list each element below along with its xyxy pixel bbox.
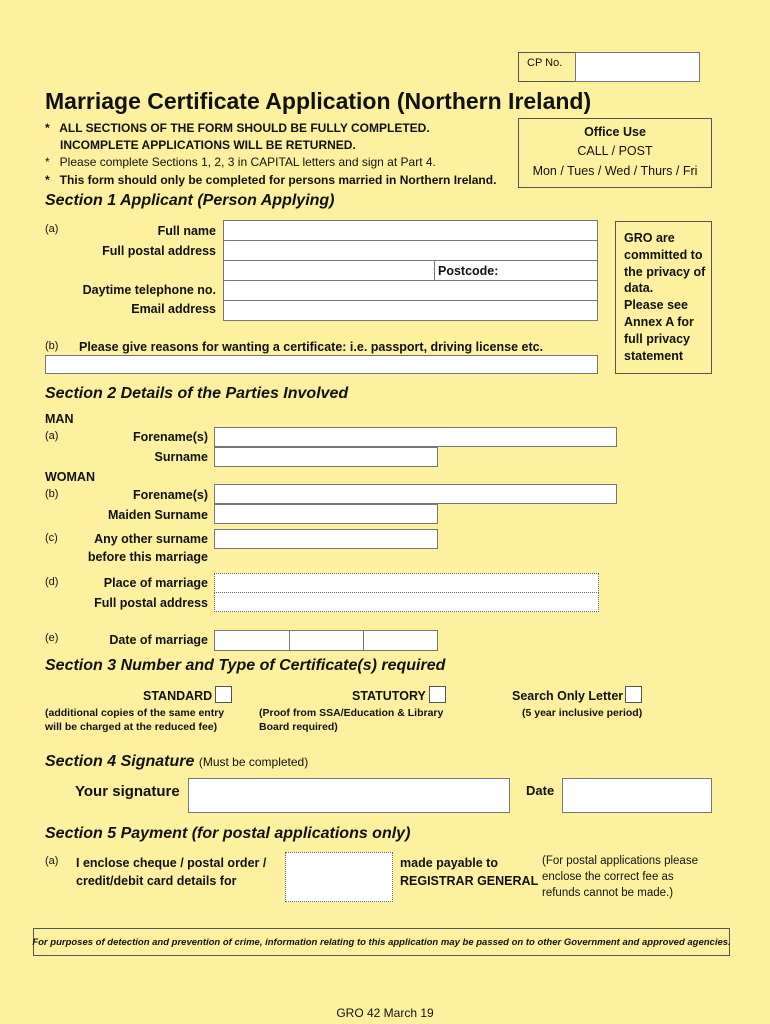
address-input-2[interactable] [223, 260, 435, 281]
statutory-checkbox[interactable] [429, 686, 446, 703]
cp-no-label: CP No. [527, 57, 563, 69]
signature-date-input[interactable] [562, 778, 712, 813]
statutory-note-2: Board required) [259, 721, 338, 733]
form-reference: GRO 42 March 19 [336, 1006, 434, 1020]
phone-input[interactable] [223, 280, 598, 301]
woman-label: WOMAN [45, 470, 95, 484]
woman-forenames-label: Forename(s) [132, 488, 208, 502]
crime-notice-text: For purposes of detection and prevention of crime, information relating to this application may be passed on to other Government and approved agencies. [32, 936, 731, 948]
instruction-1: * ALL SECTIONS OF THE FORM SHOULD BE FULLY COMPLETED. [45, 121, 430, 135]
man-forenames-input[interactable] [214, 427, 617, 447]
other-surname-input[interactable] [214, 529, 438, 549]
privacy-line-7: full privacy [624, 331, 690, 346]
section2-e: (e) [45, 632, 59, 644]
office-use-title: Office Use [584, 125, 646, 139]
place-input[interactable] [214, 573, 599, 593]
standard-checkbox[interactable] [215, 686, 232, 703]
date-year-input[interactable] [363, 630, 438, 651]
enclose-line-1: I enclose cheque / postal order / [76, 856, 267, 870]
enclose-line-2: credit/debit card details for [76, 874, 237, 888]
signature-label: Your signature [75, 783, 180, 800]
man-label: MAN [45, 412, 74, 426]
full-name-input[interactable] [223, 220, 598, 241]
place-address-input[interactable] [214, 592, 599, 612]
section5-title: Section 5 Payment (for postal applications only) [45, 825, 411, 842]
fee-note-3: refunds cannot be made.) [542, 887, 674, 899]
cp-no-input[interactable] [575, 52, 700, 82]
section1-b: (b) [45, 340, 59, 352]
email-input[interactable] [223, 300, 598, 321]
address-label: Full postal address [102, 244, 216, 258]
maiden-surname-input[interactable] [214, 504, 438, 524]
postcode-label: Postcode: [438, 264, 499, 278]
privacy-line-6: Annex A for [624, 314, 694, 329]
statutory-note-1: (Proof from SSA/Education & Library [259, 707, 444, 719]
section2-a: (a) [45, 430, 59, 442]
date-day-input[interactable] [214, 630, 290, 651]
reason-label: Please give reasons for wanting a certificate: i.e. passport, driving license etc. [79, 340, 544, 354]
date-month-input[interactable] [289, 630, 364, 651]
privacy-line-8: statement [624, 348, 684, 363]
signature-input[interactable] [188, 778, 510, 813]
privacy-line-5: Please see [624, 298, 688, 313]
instruction-3: * This form should only be completed for persons married in Northern Ireland. [45, 173, 497, 187]
section2-title: Section 2 Details of the Parties Involved [45, 385, 349, 402]
crime-notice-box [33, 928, 730, 956]
standard-label: STANDARD [143, 689, 213, 703]
email-label: Email address [131, 302, 216, 316]
other-surname-label-2: before this marriage [87, 550, 208, 564]
section4-title: Section 4 Signature [45, 753, 195, 770]
payment-amount-input[interactable] [285, 852, 393, 902]
section1-a: (a) [45, 223, 59, 235]
full-name-label: Full name [157, 224, 216, 238]
section4-heading [45, 753, 308, 771]
section1-title: Section 1 Applicant (Person Applying) [45, 192, 335, 209]
standard-note-1: (additional copies of the same entry [45, 707, 225, 719]
man-forenames-label: Forename(s) [132, 430, 208, 444]
woman-forenames-input[interactable] [214, 484, 617, 504]
fee-note-2: enclose the correct fee as [542, 871, 674, 883]
section2-c: (c) [45, 532, 58, 544]
privacy-line-2: committed to [624, 247, 703, 262]
search-checkbox[interactable] [625, 686, 642, 703]
signature-date-label: Date [526, 783, 555, 798]
place-label: Place of marriage [103, 576, 208, 590]
page-title: Marriage Certificate Application (Northern Ireland) [45, 88, 592, 114]
statutory-label: STATUTORY [352, 689, 426, 703]
man-surname-label: Surname [154, 450, 208, 464]
maiden-surname-label: Maiden Surname [107, 508, 208, 522]
privacy-box [615, 221, 712, 374]
search-label: Search Only Letter [512, 689, 624, 703]
office-use-days: Mon / Tues / Wed / Thurs / Fri [532, 164, 698, 178]
search-note: (5 year inclusive period) [522, 707, 643, 719]
phone-label: Daytime telephone no. [82, 283, 216, 297]
address-input-1[interactable] [223, 240, 598, 261]
office-use-call-post: CALL / POST [577, 144, 653, 158]
standard-note-2: will be charged at the reduced fee) [45, 721, 218, 733]
payable-line-2: REGISTRAR GENERAL [400, 874, 539, 888]
office-use-box [518, 118, 712, 188]
other-surname-label-1: Any other surname [94, 532, 208, 546]
section4-note: (Must be completed) [198, 755, 309, 769]
instruction-1b: INCOMPLETE APPLICATIONS WILL BE RETURNED. [60, 138, 356, 152]
place-address-label: Full postal address [94, 596, 208, 610]
privacy-line-1: GRO are [624, 231, 675, 245]
payable-line-1: made payable to [400, 856, 498, 870]
section2-b: (b) [45, 488, 59, 500]
section3-title: Section 3 Number and Type of Certificate(s) required [45, 657, 446, 674]
privacy-line-4: data. [624, 281, 654, 296]
privacy-line-3: the privacy of [624, 264, 706, 279]
man-surname-input[interactable] [214, 447, 438, 467]
fee-note-1: (For postal applications please [542, 855, 698, 867]
section2-d: (d) [45, 576, 59, 588]
instruction-2: * Please complete Sections 1, 2, 3 in CAPITAL letters and sign at Part 4. [45, 155, 436, 169]
section5-a: (a) [45, 855, 59, 867]
reason-input[interactable] [45, 355, 598, 374]
date-of-marriage-label: Date of marriage [109, 633, 208, 647]
